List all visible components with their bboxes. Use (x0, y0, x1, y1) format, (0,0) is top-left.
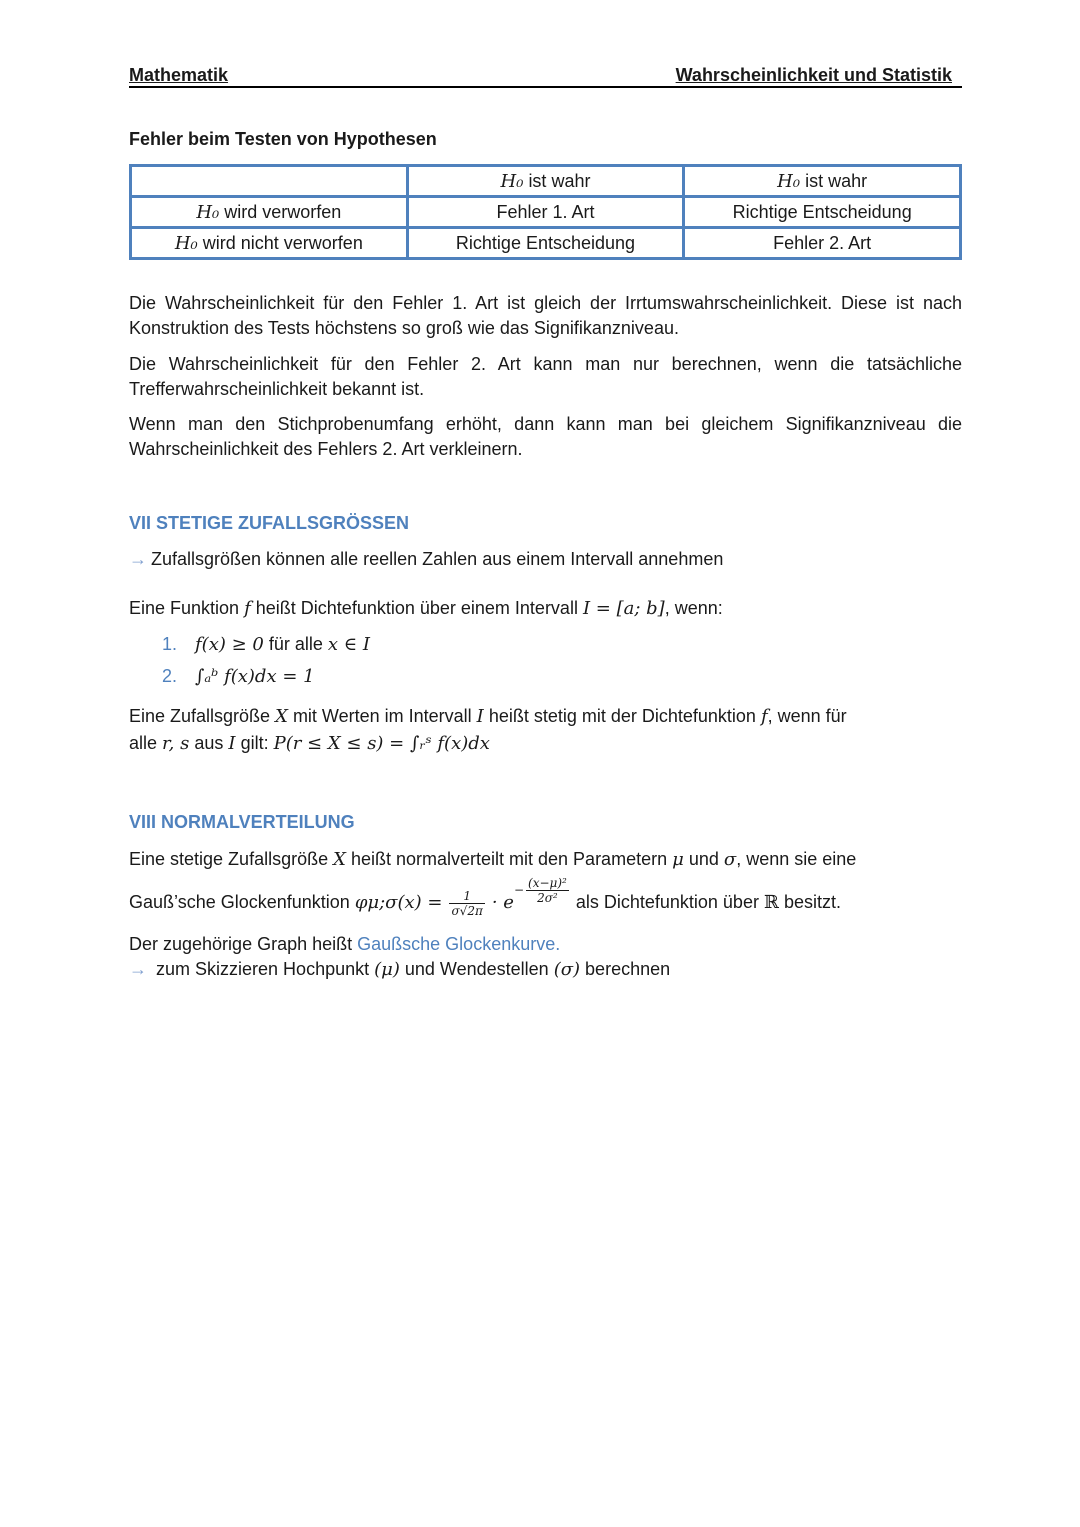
table-row-label: H₀ wird verworfen (131, 197, 408, 228)
paragraph-fehler-1: Die Wahrscheinlichkeit für den Fehler 1. Art ist gleich der Irrtumswahrscheinlichkeit. Diese ist nach Konstruktion des Tests höchstens so groß wie das Signifikanzniveau. (129, 293, 962, 338)
header-subject: Mathematik (129, 65, 229, 85)
arrow-right-icon: → (129, 959, 147, 979)
table-header-cell: H₀ ist wahr (684, 166, 961, 197)
page-header (129, 63, 962, 88)
table-cell: Fehler 1. Art (407, 197, 684, 228)
glockenkurve-term: Gaußsche Glockenkurve. (357, 934, 561, 954)
table-cell: Richtige Entscheidung (407, 228, 684, 259)
section-title-normal: VIII NORMALVERTEILUNG (129, 812, 355, 832)
arrow-right-icon: → (129, 549, 147, 569)
graph-line: Der zugehörige Graph heißt Gaußsche Glockenkurve. (129, 934, 561, 954)
table-row-label: H₀ wird nicht verworfen (131, 228, 408, 259)
hypothesis-error-table (129, 164, 962, 260)
table-row (131, 197, 961, 228)
arrow-note: → Zufallsgrößen können alle reellen Zahlen aus einem Intervall annehmen (129, 549, 724, 569)
header-topic: Wahrscheinlichkeit und Statistik (675, 65, 952, 85)
stetig-line-1: Eine Zufallsgröße X mit Werten im Intervall I heißt stetig mit der Dichtefunktion f, wenn für (129, 706, 847, 727)
table-cell: Richtige Entscheidung (684, 197, 961, 228)
normal-line-2: Gauß’sche Glockenfunktion φμ;σ(x) = $\frac{1}{\sigma√2\pi}$ · $e^{- \frac{\text{(x−μ)²}}{\text{2σ²}}}$ als Dichtefunktion über ℝ besitzt. (129, 876, 841, 918)
table-header-cell (131, 166, 408, 197)
stetig-line-2: alle r, s aus I gilt: P(r ≤ X ≤ s) = ∫ᵣˢ f(x)dx (129, 733, 490, 754)
table-header-row (131, 166, 961, 197)
sketch-line: → zum Skizzieren Hochpunkt (μ) und Wendestellen (σ) berechnen (129, 959, 671, 980)
table-cell: Fehler 2. Art (684, 228, 961, 259)
exponent: − (x−μ)² 2σ² (513, 876, 567, 905)
section-subtitle: Fehler beim Testen von Hypothesen (129, 129, 437, 149)
condition-1: 1. f(x) ≥ 0 für alle x ∈ I (162, 634, 370, 655)
paragraph-stichprobe: Wenn man den Stichprobenumfang erhöht, dann kann man bei gleichem Signifikanzniveau die Wahrscheinlichkeit des Fehlers 2. Art verkleinern. (129, 414, 962, 459)
paragraph-fehler-2: Die Wahrscheinlichkeit für den Fehler 2. Art kann man nur berechnen, wenn die tatsächliche Trefferwahrscheinlichkeit bekannt ist. (129, 354, 962, 399)
section-title-stetige: VII STETIGE ZUFALLSGRÖSSEN (129, 513, 410, 533)
condition-2: 2. ∫ₐᵇ f(x)dx = 1 (162, 666, 315, 687)
table-header-cell: H₀ ist wahr (407, 166, 684, 197)
table-row (131, 228, 961, 259)
normal-line-1: Eine stetige Zufallsgröße X heißt normalverteilt mit den Parametern μ und σ, wenn sie eine (129, 849, 857, 870)
density-fraction: $\frac{1}{\sigma√2\pi}$ (451, 888, 483, 918)
dichte-definition: Eine Funktion f heißt Dichtefunktion über einem Intervall I = [a; b], wenn: (129, 598, 723, 619)
